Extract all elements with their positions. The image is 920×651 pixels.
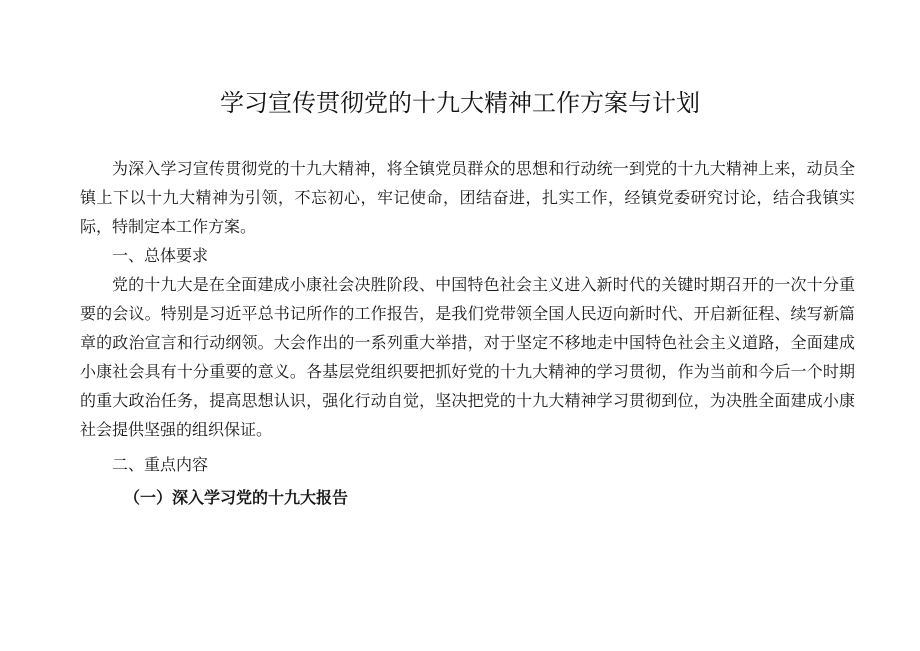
section-heading-general-requirements: 一、总体要求 [112, 246, 209, 265]
document-body [80, 154, 855, 512]
general-requirements-paragraph: 党的十九大是在全面建成小康社会决胜阶段、中国特色社会主义进入新时代的关键时期召开的一次十分重要的会议。特别是习近平总书记所作的工作报告，是我们党带领全国人民迈向新时代、开启新征程、续写新篇章的政治宣言和行动纲领。大会作出的一系列重大举措，对于坚定不移地走中国特色社会主义道路，全面建成小康社会具有十分重要的意义。各基层党组织要把抓好党的十九大精神的学习贯彻，作为当前和今后一个时期的重大政治任务，提高思想认识，强化行动自觉，坚决把党的十九大精神学习贯彻到位，为决胜全面建成小康社会提供坚强的组织保证。 [80, 275, 855, 439]
section-heading-key-content: 二、重点内容 [112, 455, 209, 474]
intro-paragraph: 为深入学习宣传贯彻党的十九大精神，将全镇党员群众的思想和行动统一到党的十九大精神上来，动员全镇上下以十九大精神为引领，不忘初心，牢记使命，团结奋进，扎实工作，经镇党委研究讨论，结合我镇实际，特制定本工作方案。 [80, 159, 855, 236]
document-title: 学习宣传贯彻党的十九大精神工作方案与计划 [220, 89, 700, 117]
subsection-heading-study-report: （一）深入学习党的十九大报告 [124, 488, 349, 507]
